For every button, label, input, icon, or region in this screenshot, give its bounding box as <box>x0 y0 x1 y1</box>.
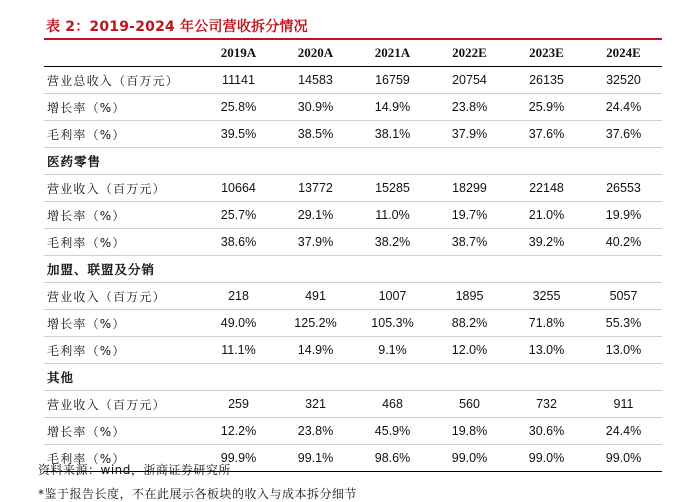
section-header-row <box>44 148 662 175</box>
cell: 12.2% <box>200 418 277 445</box>
cell: 14.9% <box>354 94 431 121</box>
cell: 11141 <box>200 67 277 94</box>
cell: 20754 <box>431 67 508 94</box>
table-row <box>44 337 662 364</box>
row-label: 营业收入（百万元） <box>44 283 200 310</box>
cell: 39.2% <box>508 229 585 256</box>
cell: 99.0% <box>585 445 662 472</box>
cell: 88.2% <box>431 310 508 337</box>
table-title: 表 2：2019-2024 年公司营收拆分情况 <box>46 19 308 35</box>
cell: 24.4% <box>585 94 662 121</box>
cell: 37.9% <box>277 229 354 256</box>
cell: 23.8% <box>431 94 508 121</box>
row-label: 增长率（%） <box>44 94 200 121</box>
cell: 37.6% <box>585 121 662 148</box>
header-year: 2019A <box>200 40 277 67</box>
cell: 14.9% <box>277 337 354 364</box>
revenue-breakdown-table <box>44 40 662 472</box>
source-note: 资料来源：wind，浙商证券研究所 <box>38 463 231 477</box>
cell: 39.5% <box>200 121 277 148</box>
cell: 99.0% <box>431 445 508 472</box>
cell: 38.2% <box>354 229 431 256</box>
cell: 1895 <box>431 283 508 310</box>
header-year: 2021A <box>354 40 431 67</box>
cell: 11.1% <box>200 337 277 364</box>
cell: 911 <box>585 391 662 418</box>
cell: 16759 <box>354 67 431 94</box>
table-row <box>44 310 662 337</box>
section-header-row <box>44 364 662 391</box>
header-row <box>44 40 662 67</box>
row-label: 增长率（%） <box>44 418 200 445</box>
cell: 99.9% <box>200 445 277 472</box>
cell: 32520 <box>585 67 662 94</box>
table-row <box>44 418 662 445</box>
header-year: 2024E <box>585 40 662 67</box>
cell: 19.9% <box>585 202 662 229</box>
cell: 37.6% <box>508 121 585 148</box>
cell: 13772 <box>277 175 354 202</box>
table-row <box>44 94 662 121</box>
cell: 11.0% <box>354 202 431 229</box>
cell: 1007 <box>354 283 431 310</box>
row-label: 毛利率（%） <box>44 121 200 148</box>
table-row <box>44 67 662 94</box>
table-row <box>44 202 662 229</box>
cell: 24.4% <box>585 418 662 445</box>
cell: 18299 <box>431 175 508 202</box>
cell: 55.3% <box>585 310 662 337</box>
cell: 26135 <box>508 67 585 94</box>
row-label: 毛利率（%） <box>44 229 200 256</box>
cell: 25.7% <box>200 202 277 229</box>
cell: 13.0% <box>508 337 585 364</box>
header-year: 2022E <box>431 40 508 67</box>
row-label: 毛利率（%） <box>44 337 200 364</box>
cell: 25.9% <box>508 94 585 121</box>
cell: 22148 <box>508 175 585 202</box>
header-year: 2020A <box>277 40 354 67</box>
cell: 468 <box>354 391 431 418</box>
cell: 12.0% <box>431 337 508 364</box>
cell: 38.5% <box>277 121 354 148</box>
cell: 29.1% <box>277 202 354 229</box>
cell: 5057 <box>585 283 662 310</box>
cell: 49.0% <box>200 310 277 337</box>
cell: 99.0% <box>508 445 585 472</box>
cell: 30.6% <box>508 418 585 445</box>
cell: 38.6% <box>200 229 277 256</box>
cell: 45.9% <box>354 418 431 445</box>
table-row <box>44 229 662 256</box>
table-row <box>44 391 662 418</box>
cell: 732 <box>508 391 585 418</box>
table-row <box>44 283 662 310</box>
table-row <box>44 175 662 202</box>
row-label: 营业总收入（百万元） <box>44 67 200 94</box>
cell: 37.9% <box>431 121 508 148</box>
cell: 125.2% <box>277 310 354 337</box>
cell: 23.8% <box>277 418 354 445</box>
row-label: 增长率（%） <box>44 310 200 337</box>
cell: 26553 <box>585 175 662 202</box>
cell: 19.8% <box>431 418 508 445</box>
section-title: 加盟、联盟及分销 <box>44 256 662 283</box>
cell: 321 <box>277 391 354 418</box>
cell: 99.1% <box>277 445 354 472</box>
cell: 98.6% <box>354 445 431 472</box>
cell: 9.1% <box>354 337 431 364</box>
cell: 40.2% <box>585 229 662 256</box>
cell: 259 <box>200 391 277 418</box>
cell: 13.0% <box>585 337 662 364</box>
cell: 38.7% <box>431 229 508 256</box>
section-title: 医药零售 <box>44 148 662 175</box>
cell: 14583 <box>277 67 354 94</box>
cell: 10664 <box>200 175 277 202</box>
cell: 218 <box>200 283 277 310</box>
header-year: 2023E <box>508 40 585 67</box>
section-header-row <box>44 256 662 283</box>
cell: 15285 <box>354 175 431 202</box>
cell: 560 <box>431 391 508 418</box>
cell: 3255 <box>508 283 585 310</box>
cell: 30.9% <box>277 94 354 121</box>
cell: 105.3% <box>354 310 431 337</box>
cell: 25.8% <box>200 94 277 121</box>
cell: 491 <box>277 283 354 310</box>
row-label: 营业收入（百万元） <box>44 175 200 202</box>
cell: 19.7% <box>431 202 508 229</box>
row-label: 毛利率（%） <box>44 445 200 472</box>
row-label: 增长率（%） <box>44 202 200 229</box>
header-blank <box>44 40 200 67</box>
cell: 21.0% <box>508 202 585 229</box>
cell: 38.1% <box>354 121 431 148</box>
table-row <box>44 121 662 148</box>
footnote: *鉴于报告长度，不在此展示各板块的收入与成本拆分细节 <box>38 487 358 501</box>
section-title: 其他 <box>44 364 662 391</box>
cell: 71.8% <box>508 310 585 337</box>
row-label: 营业收入（百万元） <box>44 391 200 418</box>
